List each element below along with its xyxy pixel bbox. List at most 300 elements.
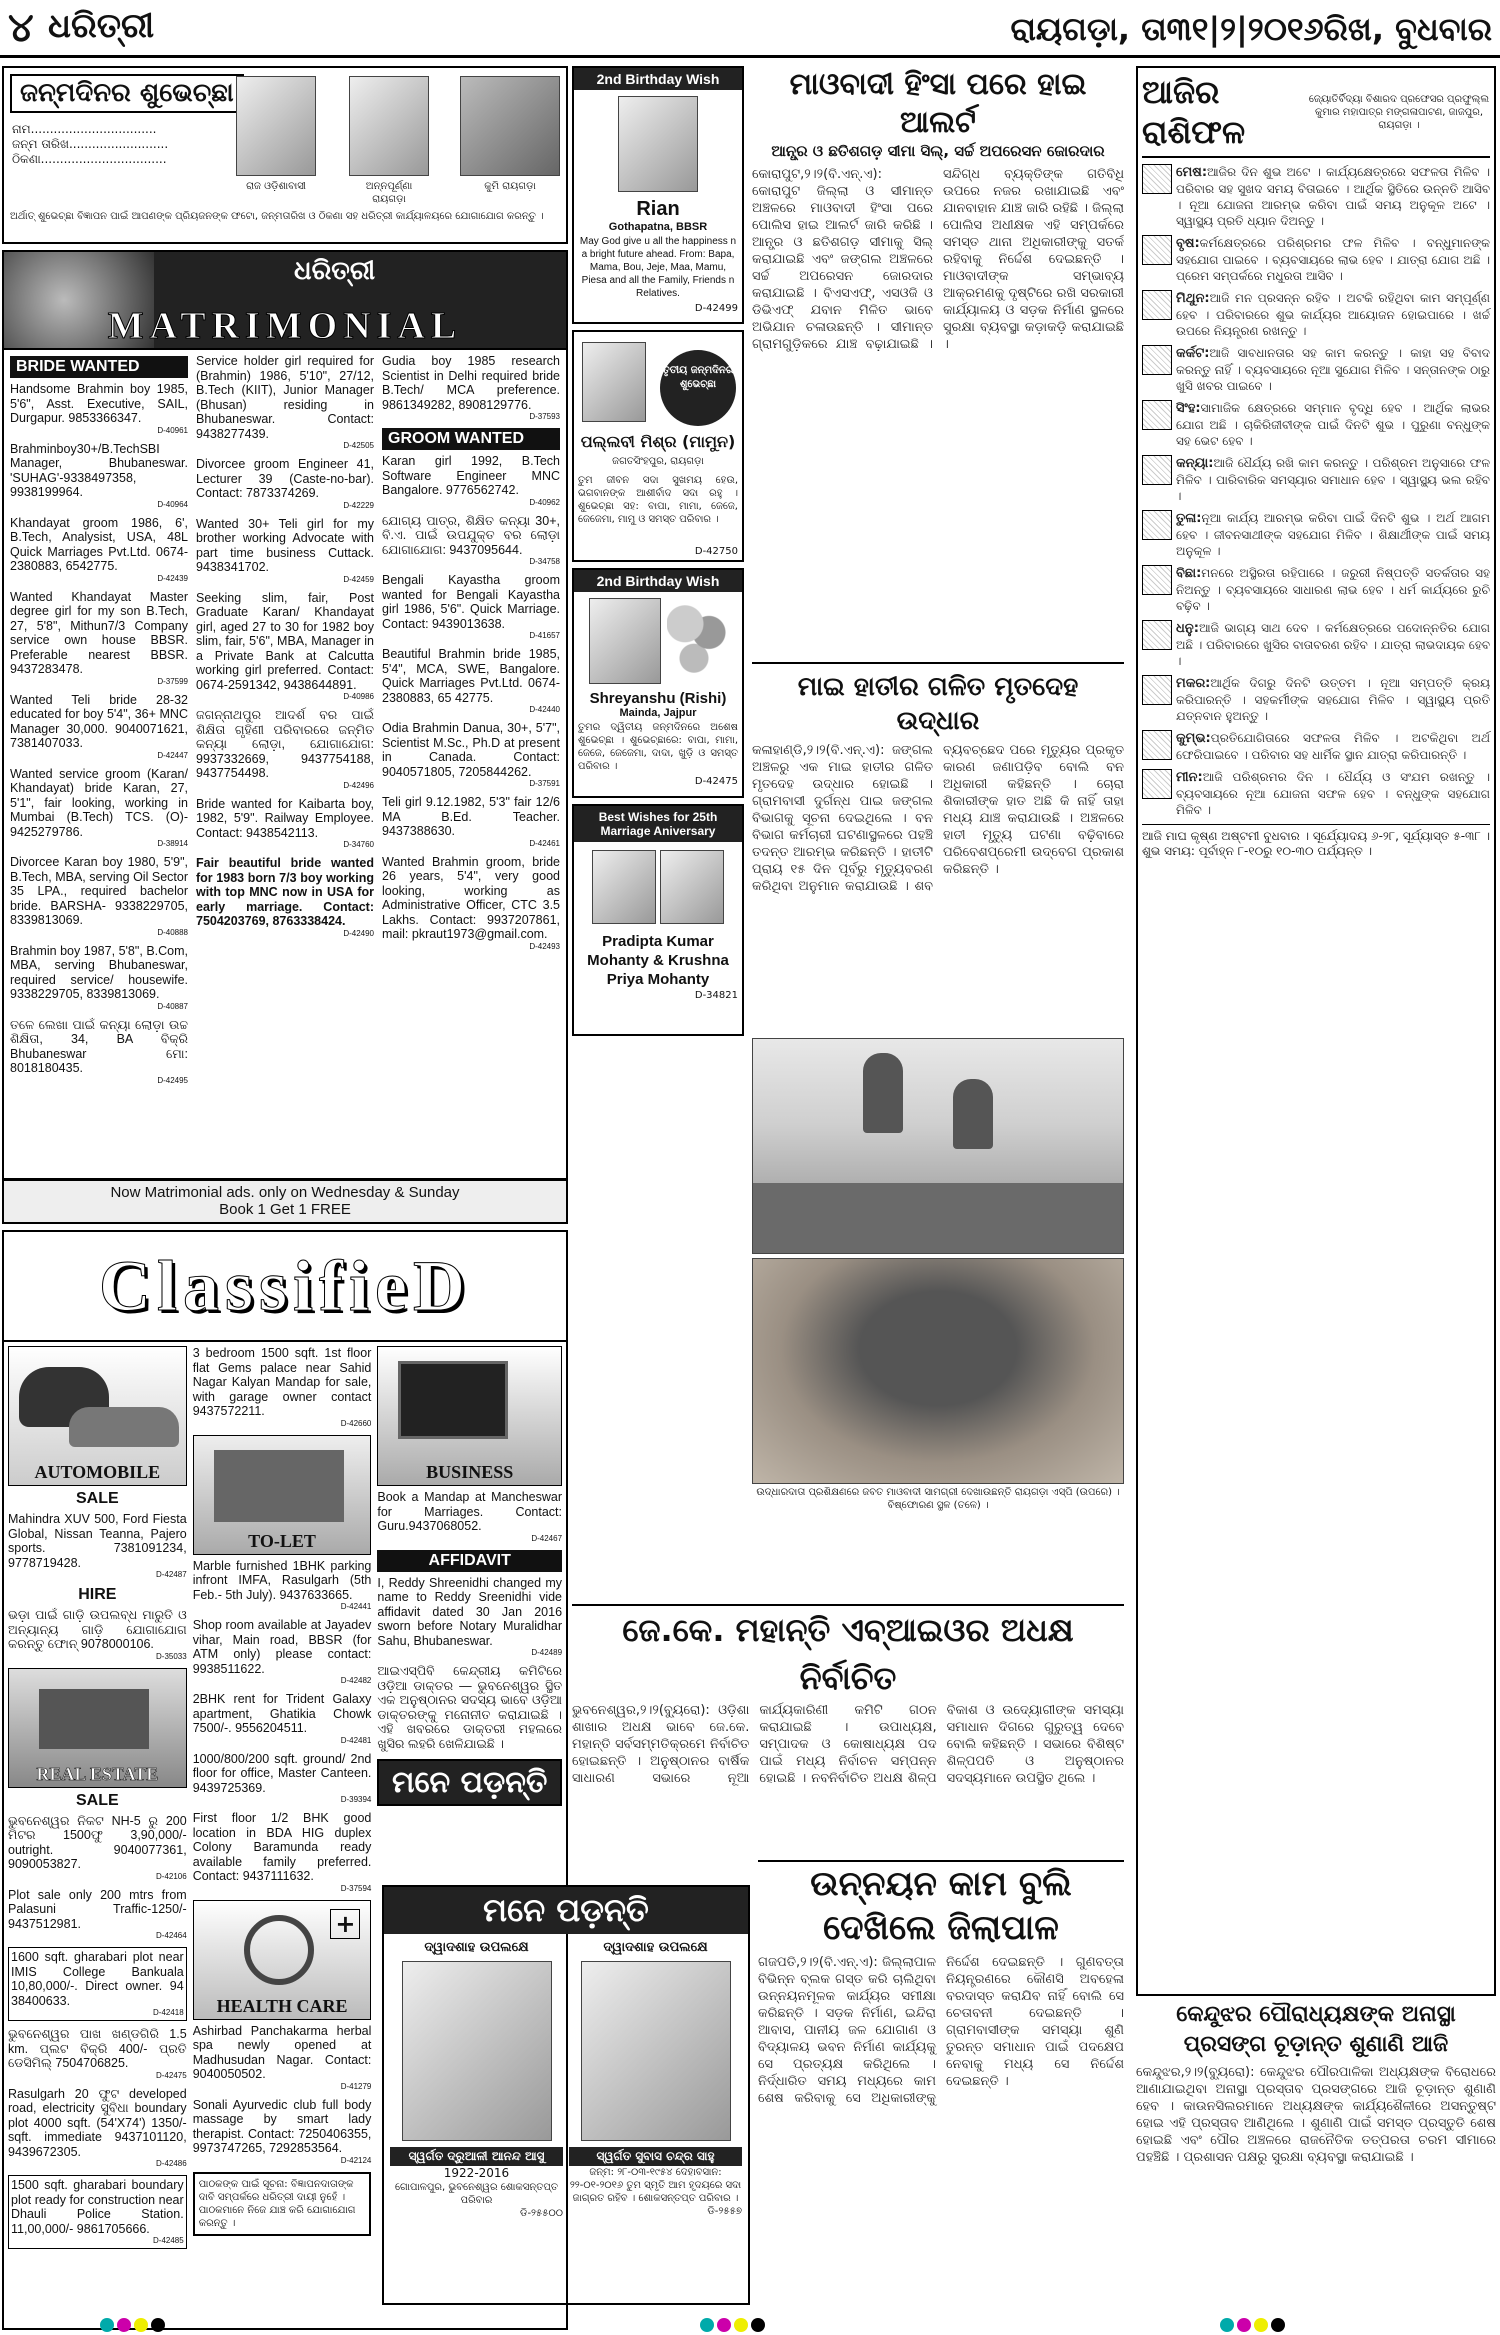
rashi-entry bbox=[1142, 455, 1490, 504]
card-3-art bbox=[574, 598, 742, 684]
story-3-headline: ଜେ.କେ. ମହାନ୍ତି ଏବ୍‌ଆଇଓର ଅଧକ୍ଷ ନିର୍ବାଚିତ bbox=[622, 1611, 1074, 1697]
cyan-mark-icon bbox=[700, 2318, 714, 2332]
magenta-mark-icon bbox=[117, 2318, 131, 2332]
zodiac-sign-icon bbox=[1142, 730, 1172, 760]
remembrance-panel bbox=[382, 1885, 750, 2305]
building-icon bbox=[214, 1450, 344, 1522]
matrimonial-ad bbox=[196, 354, 374, 451]
to-let-ad-code: D-37594 bbox=[340, 1883, 372, 1893]
rashi-prediction: ମନରେ ଅସ୍ଥିରତା ରହିପାରେ । ଜରୁରୀ ନିଷ୍ପତ୍ତି ସତର୍କତାର ସହ ନିଅନ୍ତୁ । ବ୍ୟବସାୟରେ ସାଧାରଣ ଲାଭ ହେବ । ଧର୍ମ କାର୍ଯ୍ୟରେ ରୁଚି ବଢ଼ିବ । bbox=[1176, 566, 1490, 613]
matrimonial-ad-code: D-42229 bbox=[343, 500, 374, 510]
real-estate-ad-code: D-42106 bbox=[156, 1871, 187, 1881]
blast-site-photo bbox=[752, 1258, 1124, 1484]
classified-title: ClassifieD bbox=[99, 1245, 471, 1326]
matrimonial-ad bbox=[10, 516, 188, 584]
rashi-name: କୁମ୍ଭ: bbox=[1176, 731, 1211, 746]
to-let-ad-text: First floor 1/2 BHK good location in BDA HIG duplex Colony Baramunda ready available family preferred. Contact: 9437111632. bbox=[192, 1811, 372, 1883]
remembrance-right-code: ଡି-୨୫୫୭ bbox=[707, 2206, 742, 2217]
real-estate-ad-text: Plot sale only 200 mtrs from Palasuni Traffic-1250/- 9437512981. bbox=[8, 1887, 187, 1931]
black-mark-icon bbox=[751, 2318, 765, 2332]
card-2-place: ଜଗତସିଂହପୁର, ରାୟଗଡ଼ା bbox=[612, 456, 704, 467]
matrimonial-ad-text: Karan girl 1992, B.Tech Software Engineer MNC Bangalore. 9776562742. bbox=[382, 454, 560, 497]
rashi-entry bbox=[1142, 565, 1490, 614]
matrimonial-ad-text: Khandayat groom 1986, 6', B.Tech, Analysist, USA, 48L Quick Marriages Pvt.Ltd. 0674-2380883, 6542775. bbox=[10, 515, 188, 573]
matrimonial-ad-text: Fair beautiful bride wanted for 1983 born 7/3 boy working with top MNC now in USA for early marriage. Contact: 7504203769, 8763338424. bbox=[196, 856, 374, 928]
story-4-body: ଗଜପତି,୨।୨(ବି.ଏନ୍.ଏ): ଜିଲ୍ଲାପାଳ ବିଭିନ୍ନ ବ୍ଲକ ଗସ୍ତ କରି ଚାଲିଥିବା ଉନ୍ନୟନମୂଳକ କାର୍ଯ୍ୟର ସମୀକ୍ଷା କରିଛନ୍ତି । ସଡ଼କ ନିର୍ମାଣ, ଇନ୍ଦିରା ଆବାସ, ପାନୀୟ ଜଳ ଯୋଗାଣ ଓ ବିଦ୍ୟାଳୟ ଭବନ ନିର୍ମାଣ କାର୍ଯ୍ୟକୁ ସେ ପ୍ରତ୍ୟକ୍ଷ କରିଥିଲେ । ନିର୍ଦ୍ଧାରିତ ସମୟ ମଧ୍ୟରେ କାମ ଶେଷ କରିବାକୁ ସେ ଅଧିକାରୀଙ୍କୁ ନିର୍ଦ୍ଦେଶ ଦେଇଛନ୍ତି । ଗୁଣବତ୍ତା ନିୟନ୍ତ୍ରଣରେ କୌଣସି ଅବହେଳା ବରଦାସ୍ତ କରାଯିବ ନାହିଁ ବୋଲି ସେ ଚେତାବନୀ ଦେଇଛନ୍ତି । ଗ୍ରାମବାସୀଙ୍କ ସମସ୍ୟା ଶୁଣି ତୁରନ୍ତ ସମାଧାନ ପାଇଁ ପଦକ୍ଷେପ ନେବାକୁ ମଧ୍ୟ ସେ ନିର୍ଦ୍ଦେଶ ଦେଇଛନ୍ତି । bbox=[758, 1955, 1124, 2106]
remembrance-panel-title: ମନେ ପଡ଼ନ୍ତି bbox=[384, 1887, 748, 1934]
automobile-sale-ad-text: Mahindra XUV 500, Ford Fiesta Global, Nissan Teanna, Pajero sports. 7381091234, 9778719428. bbox=[8, 1512, 187, 1570]
matrimonial-ad-text: Gudia boy 1985 research Scientist in Delhi required bride B.Tech/ MCA preference. 9861349282, 8908129776. bbox=[382, 354, 560, 412]
matrimonial-ad-code: D-34758 bbox=[529, 557, 560, 566]
rashi-name: ବୃଷ: bbox=[1176, 236, 1200, 251]
car-icon bbox=[69, 1407, 179, 1447]
rashi-prediction: ପ୍ରତିଯୋଗିତାରେ ସଫଳତା ମିଳିବ । ଅଟକିଥିବା ଅର୍ଥ ଫେରିପାଇବେ । ପରିବାର ସହ ଧାର୍ମିକ ସ୍ଥାନ ଯାତ୍ରା କରିପାରନ୍ତି । bbox=[1176, 731, 1490, 762]
hire-heading: HIRE bbox=[78, 1586, 117, 1603]
to-let-ad-text: 3 bedroom 1500 sqft. 1st floor flat Gems palace near Sahid Nagar Kalyan Mandap for sale, with garage owner contact 9437572211. bbox=[192, 1346, 372, 1418]
matrimonial-ad-code: D-37593 bbox=[529, 412, 560, 421]
matrimonial-ad bbox=[382, 647, 560, 715]
child-photo-3 bbox=[460, 76, 560, 176]
rashi-entry bbox=[1142, 675, 1490, 724]
story-1-body: କୋରାପୁଟ,୨।୨(ବି.ଏନ୍.ଏ): କୋରାପୁଟ ଜିଲ୍ଲା ଓ ସୀମାନ୍ତ ଅଞ୍ଚଳରେ ମାଓବାଦୀ ହିଂସା ପରେ ପୋଲିସ ହାଇ ଆଲର୍ଟ ଜାରି କରିଛି । ଆନ୍ଧ୍ର ଓ ଛତିଶଗଡ଼ ସୀମାକୁ ସିଲ୍ କରାଯାଇଛି ଏବଂ ଜଙ୍ଗଲ ଅଞ୍ଚଳରେ ସର୍ଚ୍ଚ ଅପରେସନ ଜୋରଦାର କରାଯାଇଛି । ବିଏସଏଫ୍, ଏସଓଜି ଓ ଡିଭିଏଫ୍ ଯବାନ ମିଳିତ ଭାବେ ଅଭିଯାନ ଚଳାଉଛନ୍ତି । ସୀମାନ୍ତ ଗ୍ରାମଗୁଡ଼ିକରେ ଯାଞ୍ଚ ବଢ଼ାଯାଇଛି । ସନ୍ଦିଗ୍ଧ ବ୍ୟକ୍ତିଙ୍କ ଗତିବିଧି ଉପରେ ନଜର ରଖାଯାଇଛି ଏବଂ ଯାନବାହାନ ଯାଞ୍ଚ ଜାରି ରହିଛି । ଜିଲ୍ଲା ପୋଲିସ ଅଧୀକ୍ଷକ ଏହି ସମ୍ପର୍କରେ ସମସ୍ତ ଥାନା ଅଧିକାରୀଙ୍କୁ ସତର୍କ ରହିବାକୁ ନିର୍ଦ୍ଦେଶ ଦେଇଛନ୍ତି । ମାଓବାଦୀଙ୍କ ସମ୍ଭାବ୍ୟ ଆକ୍ରମଣକୁ ଦୃଷ୍ଟିରେ ରଖି ସରକାରୀ କାର୍ଯ୍ୟାଳୟ ଓ ସଡ଼କ ନିର୍ମାଣ ସ୍ଥଳରେ ସୁରକ୍ଷା ବ୍ୟବସ୍ଥା କଡ଼ାକଡ଼ି କରାଯାଇଛି । bbox=[752, 167, 1124, 352]
horoscope-title: ଆଜିର ରାଶିଫଳ bbox=[1142, 73, 1246, 151]
health-care-ad-text: Ashirbad Panchakarma herbal spa newly opened at Madhusudan Nagar. Contact: 9040050502. bbox=[192, 2023, 372, 2081]
rashi-name: ମକର: bbox=[1176, 676, 1211, 691]
card-1-name: Rian bbox=[636, 198, 680, 220]
matrimonial-ad-text: Wanted 30+ Teli girl for my brother working Advocate with part time business Cuttack. 9438341702. bbox=[196, 516, 374, 574]
matrimonial-footer bbox=[2, 1180, 568, 1224]
birthday-note: ଅର୍ଥାତ୍ ଶୁଭେଚ୍ଛା ବିଜ୍ଞାପନ ପାଇଁ ଆପଣଙ୍କ ପ୍ରିୟଜନଙ୍କ ଫଟୋ, ଜନ୍ମତାରିଖ ଓ ଠିକଣା ସହ ଧରିତ୍ରୀ କାର୍ଯ୍ୟାଳୟରେ ଯୋଗାଯୋଗ କରନ୍ତୁ । bbox=[10, 211, 544, 222]
matrimonial-ad-code: D-42495 bbox=[157, 1075, 188, 1085]
story-1-headline: ମାଓବାଦୀ ହିଂସା ପରେ ହାଇ ଆଲର୍ଟ bbox=[789, 67, 1087, 140]
card-3-title: 2nd Birthday Wish bbox=[574, 570, 742, 592]
horoscope-header bbox=[1142, 72, 1490, 158]
matrimonial-ad-code: D-42496 bbox=[343, 780, 374, 790]
to-let-ad-text: Shop room available at Jayadev vihar, Main road, BBSR (for ATM only) please contact: 9938511622. bbox=[192, 1618, 372, 1676]
masthead-logo: ଧରିତ୍ରୀ bbox=[48, 6, 155, 46]
matrimonial-col-1 bbox=[10, 354, 188, 1178]
card-4-names: Pradipta Kumar Mohanty & Krushna Priya Mohanty bbox=[587, 933, 729, 988]
matrimonial-footer-offer: Book 1 Get 1 FREE bbox=[219, 1201, 351, 1218]
card-2-code: D-42750 bbox=[694, 546, 738, 557]
card-2-message: ତୁମ ଜୀବନ ସଦା ସୁଖମୟ ହେଉ, ଭଗବାନଙ୍କ ଆଶୀର୍ବାଦ ସଦା ରହୁ । ଶୁଭେଚ୍ଛା ସହ: ବାପା, ମାମା, ଜେଜେ, ଜେଜେମା, ମାମୁ ଓ ସମସ୍ତ ପରିବାର । bbox=[578, 475, 738, 525]
to-let-ad-text: 1000/800/200 sqft. ground/ 2nd floor for office, Master Canteen. 9439725369. bbox=[192, 1751, 372, 1795]
story-3-body: ଭୁବନେଶ୍ୱର,୨।୨(ବ୍ୟୁରୋ): ଓଡ଼ିଶା ଶାଖାର ଅଧକ୍ଷ ଭାବେ ଜେ.କେ. ମହାନ୍ତି ସର୍ବସମ୍ମତିକ୍ରମେ ନିର୍ବାଚିତ ହୋଇଛନ୍ତି । ଅନୁଷ୍ଠାନର ବାର୍ଷିକ ସାଧାରଣ ସଭାରେ ନୂଆ କାର୍ଯ୍ୟକାରିଣୀ କମିଟି ଗଠନ କରାଯାଇଛି । ଉପାଧ୍ୟକ୍ଷ, ସମ୍ପାଦକ ଓ କୋଷାଧ୍ୟକ୍ଷ ପଦ ପାଇଁ ମଧ୍ୟ ନିର୍ବାଚନ ସମ୍ପନ୍ନ ହୋଇଛି । ନବନିର୍ବାଚିତ ଅଧକ୍ଷ ଶିଳ୍ପ ବିକାଶ ଓ ଉଦ୍ୟୋଗୀଙ୍କ ସମସ୍ୟା ସମାଧାନ ଦିଗରେ ଗୁରୁତ୍ୱ ଦେବେ ବୋଲି କହିଛନ୍ତି । ସଭାରେ ବିଶିଷ୍ଟ ଶିଳ୍ପପତି ଓ ଅନୁଷ୍ଠାନର ସଦସ୍ୟମାନେ ଉପସ୍ଥିତ ଥିଲେ । bbox=[572, 1703, 1124, 1786]
rashi-prediction: ଆଜି ମନ ପ୍ରସନ୍ନ ରହିବ । ଅଟକି ରହିଥିବା କାମ ସମ୍ପୂର୍ଣ୍ଣ ହେବ । ପରିବାରରେ ଶୁଭ କାର୍ଯ୍ୟର ଆୟୋଜନ ହୋଇପାରେ । ଖର୍ଚ୍ଚ ଉପରେ ନିୟନ୍ତ୍ରଣ ରଖନ୍ତୁ । bbox=[1176, 291, 1490, 338]
registration-marks-center bbox=[700, 2317, 768, 2335]
story-2-headline: ମାଇ ହାତୀର ଗଳିତ ମୃତଦେହ ଉଦ୍ଧାର bbox=[752, 670, 1124, 738]
real-estate-graphic bbox=[8, 1668, 187, 1788]
real-estate-ad bbox=[8, 2027, 187, 2081]
zodiac-sign-icon bbox=[1142, 235, 1172, 265]
real-estate-ad-text: ଭୁବନେଶ୍ୱର ପାଖ ଖଣ୍ଡଗିରି 1.5 km. ପ୍ଲଟ ବିକ୍ରି 400/- ପ୍ରତି ଡେସିମିଲ୍ 7504706825. bbox=[8, 2027, 187, 2070]
real-estate-ad bbox=[8, 2087, 187, 2170]
zodiac-sign-icon bbox=[1142, 345, 1172, 375]
card-3-code: D-42475 bbox=[694, 776, 738, 787]
stethoscope-icon bbox=[244, 1915, 314, 1985]
zodiac-sign-icon bbox=[1142, 510, 1172, 540]
rashi-prediction: ଆର୍ଥିକ ଦିଗରୁ ଦିନଟି ଉତ୍ତମ । ନୂଆ ସମ୍ପତ୍ତି କ୍ରୟ କରିପାରନ୍ତି । ସହକର୍ମୀଙ୍କ ସହଯୋଗ ମିଳିବ । ସ୍ୱାସ୍ଥ୍ୟ ପ୍ରତି ଯତ୍ନବାନ ହୁଅନ୍ତୁ । bbox=[1176, 676, 1490, 723]
horoscope-column bbox=[1136, 66, 1496, 1996]
rashi-name: ବିଛା: bbox=[1176, 566, 1202, 581]
real-estate-ad bbox=[8, 1947, 187, 2021]
matrimonial-ad-code: D-42505 bbox=[343, 441, 374, 450]
story-divider-1 bbox=[752, 662, 1124, 664]
matrimonial-ad bbox=[10, 855, 188, 938]
birthday-panel bbox=[2, 66, 568, 244]
form-field-dob: ଜନ୍ମ ତାରିଖ.......................... bbox=[12, 137, 169, 151]
remembrance-left-name: ସ୍ୱର୍ଗତ ଦ୍ରୁଆଳୀ ଆନନ୍ଦ ଆସୁ bbox=[390, 2147, 563, 2166]
zodiac-sign-icon bbox=[1142, 400, 1172, 430]
zodiac-sign-icon bbox=[1142, 290, 1172, 320]
matrimonial-ad-text: Beautiful Brahmin bride 1985, 5'4", MCA, SWE, Bangalore. Quick Marriages Pvt.Ltd. 0674-2380883, 65 42775. bbox=[382, 647, 560, 705]
page-header bbox=[0, 0, 1500, 58]
matrimonial-ad bbox=[196, 517, 374, 585]
cross-icon: + bbox=[330, 1909, 360, 1939]
real-estate-ad-code: D-42475 bbox=[156, 2070, 187, 2080]
rashi-name: ମେଷ: bbox=[1176, 165, 1208, 180]
rashi-prediction: ଆଜି ପରିଶ୍ରମର ଦିନ । ଧୈର୍ଯ୍ୟ ଓ ସଂଯମ ରଖନ୍ତୁ । ବ୍ୟବସାୟରେ ନୂଆ ଯୋଜନା ସଫଳ ହେବ । ବନ୍ଧୁଙ୍କ ସହଯୋଗ ମିଳିବ । bbox=[1176, 770, 1490, 817]
rashi-prediction: ଆଜି ଧୈର୍ଯ୍ୟ ରଖି କାମ କରନ୍ତୁ । ପରିଶ୍ରମ ଅନୁସାରେ ଫଳ ମିଳିବ । ପାରିବାରିକ ସମସ୍ୟାର ସମାଧାନ ହେବ । ସ୍ୱାସ୍ଥ୍ୟ ଭଲ ରହିବ । bbox=[1176, 456, 1490, 503]
rashi-name: ତୁଳା: bbox=[1176, 511, 1202, 526]
to-let-ad bbox=[193, 1346, 372, 1429]
matrimonial-ad-code: D-40986 bbox=[343, 692, 374, 701]
story-5-headline: କେନ୍ଦୁଝର ପୌରାଧ୍ୟକ୍ଷଙ୍କ ଅନାସ୍ଥା ପ୍ରସଙ୍ଗ ଚୂଡ଼ାନ୍ତ ଶୁଣାଣି ଆଜି bbox=[1176, 2002, 1456, 2057]
rashi-entry bbox=[1142, 769, 1490, 818]
automobile-sale-heading: SALE bbox=[76, 1490, 119, 1507]
rashi-prediction: କର୍ମକ୍ଷେତ୍ରରେ ପରିଶ୍ରମର ଫଳ ମିଳିବ । ବନ୍ଧୁମାନଙ୍କ ସହଯୋଗ ପାଇବେ । ବ୍ୟବସାୟରେ ଲାଭ ହେବ । ଯାତ୍ରା ଯୋଗ ଅଛି । ପ୍ରେମ ସମ୍ପର୍କରେ ମଧୁରତା ଆସିବ । bbox=[1176, 236, 1490, 283]
matrimonial-ad-code: D-42459 bbox=[343, 574, 374, 584]
matrimonial-ad bbox=[382, 721, 560, 789]
birthday-form bbox=[12, 122, 212, 167]
business-ad-text: Book a Mandap at Mancheswar for Marriages. Contact: Guru.9437068052. bbox=[377, 1490, 563, 1533]
health-care-label: HEALTH CARE bbox=[216, 1995, 348, 2016]
balloons-icon bbox=[667, 598, 727, 684]
matrimonial-title: MATRIMONIAL bbox=[107, 305, 463, 347]
real-estate-ad-code: D-42418 bbox=[153, 2008, 184, 2017]
rashi-prediction: ଆଜି ସାବଧାନତାର ସହ କାମ କରନ୍ତୁ । କାହା ସହ ବିବାଦ କରନ୍ତୁ ନାହିଁ । ବ୍ୟବସାୟରେ ନୂଆ ସୁଯୋଗ ମିଳିବ । ସନ୍ତାନଙ୍କ ଠାରୁ ଖୁସି ଖବର ପାଇବେ । bbox=[1176, 346, 1490, 393]
form-field-address: ଠିକଣା................................. bbox=[12, 152, 167, 166]
rashi-entry bbox=[1142, 510, 1490, 559]
yellow-mark-icon bbox=[734, 2318, 748, 2332]
automobile-label: AUTOMOBILE bbox=[34, 1462, 161, 1482]
real-estate-ad-text: Rasulgarh 20 ଫୁଟ developed road, electricity ସୁବିଧା boundary plot 4000 sqft. (54'X74') 1350/- sqft. immediate 9437101120, 9439672305. bbox=[8, 2086, 187, 2159]
matrimonial-ad-code: D-41657 bbox=[529, 631, 560, 640]
matrimonial-ad bbox=[196, 591, 374, 703]
matrimonial-ad-code: D-37591 bbox=[529, 779, 560, 788]
real-estate-ad-code: D-42464 bbox=[156, 1931, 187, 1940]
photo-caption-1: ରାଜ ଓଡ଼ିଶାବାସୀ bbox=[246, 181, 306, 192]
rashi-text bbox=[1176, 730, 1490, 763]
matrimonial-ad-text: Wanted Brahmin groom, bride 26 years, 5'4", very good looking, working as Administrative Officer, CTC 3.5 Lakhs. Contact: 9937207861, mail: pkraut1973@gmail.com. bbox=[382, 854, 560, 941]
matrimonial-ad-text: Wanted Khandayat Master degree girl for my son B.Tech, 27, 5'8", Mithun7/3 Company service own house BBSR. Preferable nearest BBSR. 9437283478. bbox=[10, 589, 188, 676]
health-care-ad bbox=[193, 2024, 372, 2092]
rashi-text bbox=[1176, 235, 1490, 284]
matrimonial-ad bbox=[10, 1018, 188, 1086]
portrait-left bbox=[402, 1961, 552, 2141]
affidavit-ad-text: ଆଇଏସ୍‌ପିବି କେନ୍ଦ୍ରୀୟ କମିଟିରେ ଓଡ଼ିଆ ଡାକ୍ତର — ଭୁବନେଶ୍ୱର ସ୍ଥିତ ଏକ ଅନୁଷ୍ଠାନର ସଦସ୍ୟ ଭାବେ ଓଡ଼ିଆ ଡାକ୍ତରଙ୍କୁ ମନୋନୀତ କରାଯାଇଛି । ଏହି ଖବରରେ ଡାକ୍ତରୀ ମହଲରେ ଖୁସିର ଲହରି ଖେଳିଯାଇଛି । bbox=[377, 1664, 563, 1751]
greeting-card-shreyanshu bbox=[572, 568, 744, 798]
matrimonial-ad-text: Odia Brahmin Danua, 30+, 5'7", Scientist M.Sc., Ph.D at present in Canada. Contact: 9040571805, 7205844262. bbox=[382, 721, 560, 779]
child-photo-2 bbox=[349, 76, 429, 176]
matrimonial-ad-text: Wanted service groom (Karan/ Khandayat) bride Karan, 27, 5'1", fair looking, working in Mumbai (B.Tech) TCS. (O)- 9425279786. bbox=[10, 766, 188, 839]
remembrance-right-text: ଜନ୍ମ: ୨୮-୦୩-୧୯୫୪ ଦେହାବସାନ: ୨୨-୦୧-୨୦୧୬ ତୁମ ସ୍ମୃତି ଆମ ହୃଦୟରେ ସଦା ଜାଗ୍ରତ ରହିବ । ଶୋକସନ୍ତପ୍ତ ପରିବାର । bbox=[569, 2167, 742, 2204]
laptop-icon bbox=[398, 1361, 508, 1439]
child-photo-1 bbox=[236, 76, 316, 176]
business-label: BUSINESS bbox=[426, 1462, 514, 1482]
husband-photo bbox=[592, 850, 656, 924]
matrimonial-col-3 bbox=[382, 354, 560, 1178]
zodiac-sign-icon bbox=[1142, 164, 1172, 194]
affidavit-ad bbox=[377, 1664, 562, 1751]
matrimonial-col-2 bbox=[196, 354, 374, 1178]
page-number: ୪ bbox=[8, 4, 34, 51]
form-field-name: ନାମ................................. bbox=[12, 122, 157, 136]
classified-col-1 bbox=[8, 1346, 187, 2324]
to-let-ad-code: D-39394 bbox=[340, 1795, 372, 1804]
matrimonial-ad-code: D-42461 bbox=[529, 838, 560, 848]
matrimonial-ad bbox=[10, 382, 188, 436]
rashi-entry bbox=[1142, 345, 1490, 394]
rashi-prediction: ନୂଆ କାର୍ଯ୍ୟ ଆରମ୍ଭ କରିବା ପାଇଁ ଦିନଟି ଶୁଭ । ଅର୍ଥ ଆଗମ ହେବ । ଜୀବନସାଥୀଙ୍କ ସହଯୋଗ ମିଳିବ । ଶିକ୍ଷାର୍ଥୀଙ୍କ ପାଇଁ ସମୟ ଅନୁକୂଳ । bbox=[1176, 511, 1490, 558]
zodiac-sign-icon bbox=[1142, 620, 1172, 650]
matrimonial-ad-code: D-40888 bbox=[157, 927, 188, 937]
news-column bbox=[752, 66, 1124, 1516]
to-let-ad bbox=[193, 1692, 372, 1746]
matrimonial-ad-text: Divorcee groom Engineer 41, Lecturer 39 (Caste-no-bar). Contact: 7873374269. bbox=[196, 457, 374, 500]
health-care-ad-code: D-42124 bbox=[340, 2155, 372, 2165]
business-ad-code: D-42467 bbox=[531, 1533, 563, 1543]
photo-caption: ଉଦ୍ଧାରଦାତା ପ୍ରଶିକ୍ଷଣରେ ଜବତ ମାଓବାଦୀ ସାମଗ୍ରୀ ଦେଖାଉଛନ୍ତି ରାୟଗଡ଼ା ଏସ୍‌ପି (ଉପରେ) । ବିଷ୍ଫୋରଣ ସ୍ଥଳ (ତଳେ) । bbox=[756, 1487, 1120, 1511]
remembrance-left-head: ଦ୍ୱାଦଶାହ ଉପଲକ୍ଷେ bbox=[424, 1940, 529, 1955]
police-photo bbox=[752, 1038, 1124, 1254]
rashi-entry bbox=[1142, 730, 1490, 763]
rashi-name: ସିଂହ: bbox=[1176, 401, 1201, 416]
matrimonial-ad bbox=[10, 767, 188, 850]
matrimonial-ad-text: Bengali Kayastha groom wanted for Bengali Kayastha girl 1986, 5'6". Quick Marriage. Contact: 9439013638. bbox=[382, 573, 560, 631]
remembrance-left-code: ଡି-୨୫୫୦୦ bbox=[520, 2208, 563, 2219]
registration-marks-left bbox=[100, 2317, 168, 2335]
matrimonial-ad-code: D-40887 bbox=[157, 1001, 188, 1011]
matrimonial-ad-text: Bride wanted for Kaibarta boy, 1982, 5'9". Railway Employee. Contact: 9438542113. bbox=[196, 796, 374, 840]
banner-logo: ଧରିତ୍ରୀ bbox=[294, 256, 376, 286]
story-2-body: କଳାହାଣ୍ଡି,୨।୨(ବି.ଏନ୍.ଏ): ଜଙ୍ଗଲ ଅଞ୍ଚଳରୁ ଏକ ମାଇ ହାତୀର ଗଳିତ ମୃତଦେହ ଉଦ୍ଧାର ହୋଇଛି । ଗ୍ରାମବାସୀ ଦୁର୍ଗନ୍ଧ ପାଇ ଜଙ୍ଗଲ ବିଭାଗକୁ ସୂଚନା ଦେଇଥିଲେ । ବନ ବିଭାଗ କର୍ମଚାରୀ ଘଟଣାସ୍ଥଳରେ ପହଞ୍ଚି ତଦନ୍ତ ଆରମ୍ଭ କରିଛନ୍ତି । ହାତୀଟି ପ୍ରାୟ ୧୫ ଦିନ ପୂର୍ବରୁ ମୃତ୍ୟୁବରଣ କରିଥିବା ଅନୁମାନ କରାଯାଉଛି । ଶବ ବ୍ୟବଚ୍ଛେଦ ପରେ ମୃତ୍ୟୁର ପ୍ରକୃତ କାରଣ ଜଣାପଡ଼ିବ ବୋଲି ବନ ଅଧିକାରୀ କହିଛନ୍ତି । ଚୋରା ଶିକାରୀଙ୍କ ହାତ ଅଛି କି ନାହିଁ ତାହା ମଧ୍ୟ ଯାଞ୍ଚ କରାଯାଉଛି । ଅଞ୍ଚଳରେ ହାତୀ ମୃତ୍ୟୁ ଘଟଣା ବଢ଼ିବାରେ ପରିବେଶପ୍ରେମୀ ଉଦ୍‌ବେଗ ପ୍ରକାଶ କରିଛନ୍ତି । bbox=[752, 743, 1124, 894]
matrimonial-ad-text: Seeking slim, fair, Post Graduate Karan/ Khandayat girl, aged 27 to 30 for 1982 boy slim, fair, 5'6", MBA, Manager in a Private Bank at Calcutta working girl preferred. Contact: 0674-2591342, 9438644891. bbox=[196, 590, 374, 692]
card-1-place: Gothapatna, BBSR bbox=[608, 221, 708, 233]
yellow-mark-icon bbox=[134, 2318, 148, 2332]
card-2-name: ପଲ୍ଲବୀ ମିଶ୍ର (ମାମୁନ) bbox=[580, 432, 736, 451]
rashi-text bbox=[1176, 769, 1490, 818]
affidavit-heading: AFFIDAVIT bbox=[377, 1550, 562, 1572]
matrimonial-ad bbox=[382, 354, 560, 422]
card-3-message: ତୁମର ଦ୍ୱିତୀୟ ଜନ୍ମଦିନରେ ଅଶେଷ ଶୁଭେଚ୍ଛା । ଶୁଭେଚ୍ଛାରେ: ବାପା, ମାମା, ଜେଜେ, ଜେଜେମା, ଦାଦା, ଖୁଡ଼ି ଓ ସମସ୍ତ ପରିବାର । bbox=[578, 722, 738, 772]
cyan-mark-icon bbox=[100, 2318, 114, 2332]
cyan-mark-icon bbox=[1220, 2318, 1234, 2332]
rashi-entry bbox=[1142, 164, 1490, 229]
matrimonial-ad bbox=[10, 944, 188, 1012]
matrimonial-ad-text: Brahminboy30+/B.TechSBI Manager, Bhubaneswar. 'SUHAG'-9338497358, 9938199964. bbox=[10, 441, 188, 499]
matrimonial-ad-text: Handsome Brahmin boy 1985, 5'6", Asst. Executive, SAIL, Durgapur. 9853366347. bbox=[10, 382, 188, 425]
story-1-subhead: ଆନ୍ଧ୍ର ଓ ଛତିଶଗଡ଼ ସୀମା ସିଲ୍, ସର୍ଚ୍ଚ ଅପରେସନ ଜୋରଦାର bbox=[771, 142, 1105, 160]
matrimonial-ad-text: ତଳେ ଲେଖା ପାଇଁ କନ୍ୟା ଲୋଡ଼ା ଉଚ୍ଚ ଶିକ୍ଷିତା, 34, BA ବିକ୍ରି Bhubaneswar ମୋ: 8018180435. bbox=[10, 1017, 188, 1075]
card-4-code: D-34821 bbox=[694, 990, 738, 1001]
remembrance-left bbox=[390, 1940, 563, 2220]
affidavit-ad-code: D-42489 bbox=[531, 1648, 563, 1657]
hire-ad-text: ଭଡ଼ା ପାଇଁ ଗାଡ଼ି ଉପଲବ୍ଧ ମାରୁତି ଓ ଅନ୍ୟାନ୍ୟ ଗାଡ଼ି ଯୋଗାଯୋଗ କରନ୍ତୁ ଫୋନ୍ 9078000106. bbox=[8, 1608, 187, 1651]
to-let-ad-code: D-42481 bbox=[340, 1735, 372, 1745]
rashi-text bbox=[1176, 510, 1490, 559]
card-3-place: Mainda, Jajpur bbox=[619, 707, 697, 719]
rashi-prediction: ଆଜି ଭାଗ୍ୟ ସାଥ ଦେବ । କର୍ମକ୍ଷେତ୍ରରେ ପଦୋନ୍ନତିର ଯୋଗ ଅଛି । ପରିବାରରେ ଖୁସିର ବାତାବରଣ ରହିବ । ଯାତ୍ରା ଲାଭଦାୟକ ହେବ । bbox=[1176, 621, 1490, 668]
officer-figure-2 bbox=[953, 1079, 993, 1149]
matrimonial-ad bbox=[196, 708, 374, 791]
zodiac-sign-icon bbox=[1142, 455, 1172, 485]
registration-marks-right bbox=[1220, 2317, 1288, 2335]
matrimonial-ad-text: Service holder girl required for (Brahmin) 1986, 5'10", 27/12, B.Tech (KIIT), Junior Manager (Bhusan) residing in Bhubaneswar. Contact: 9438277439. bbox=[196, 354, 374, 441]
matrimonial-ad bbox=[382, 573, 560, 641]
to-let-label: TO-LET bbox=[248, 1530, 316, 1551]
dateline: ରାୟଗଡ଼ା, ତା୩୧|୨|୨୦୧୬ରିଖ, ବୁଧବାର bbox=[1010, 10, 1492, 48]
matrimonial-ad bbox=[382, 795, 560, 849]
rashi-entry bbox=[1142, 400, 1490, 449]
birthday-panel-title: ଜନ୍ମଦିନର ଶୁଭେଚ୍ଛା bbox=[10, 74, 244, 113]
story-4 bbox=[758, 1860, 1124, 2294]
black-mark-icon bbox=[1271, 2318, 1285, 2332]
horoscope-box bbox=[1136, 66, 1496, 1996]
remembrance-left-years: 1922-2016 bbox=[443, 2166, 510, 2180]
health-care-ad-code: D-41279 bbox=[340, 2081, 372, 2091]
rashi-text bbox=[1176, 290, 1490, 339]
remembrance-left-text: ଗୋପାଳପୁର, ଭୁବନେଶ୍ୱର ଶୋକସନ୍ତପ୍ତ ପରିବାର bbox=[395, 2182, 558, 2206]
rashi-name: ମୀନ: bbox=[1176, 770, 1203, 785]
matrimonial-ad-code: D-40964 bbox=[157, 499, 188, 509]
matrimonial-ad bbox=[382, 855, 560, 952]
matrimonial-ad-text: Wanted Teli bride 28-32 educated for boy 5'4", 36+ MNC Manager 30,000. 9040071621, 7381407033. bbox=[10, 692, 188, 750]
real-estate-ad-code: D-42485 bbox=[153, 2236, 184, 2245]
rashi-name: ମିଥୁନ: bbox=[1176, 291, 1210, 306]
photo-caption-3: କୁମି ରାୟଗଡ଼ା bbox=[484, 181, 536, 192]
reader-notice: ପାଠକଙ୍କ ପାଇଁ ସୂଚନା: ବିଜ୍ଞାପନଦାତାଙ୍କ ଦାବି ସମ୍ପର୍କରେ ଧରିତ୍ରୀ ଦାୟୀ ନୁହେଁ । ପାଠକମାନେ ନିଜେ ଯାଞ୍ଚ କରି ଯୋଗାଯୋଗ କରନ୍ତୁ । bbox=[193, 2172, 372, 2236]
matrimonial-ad bbox=[382, 514, 560, 568]
card-1-code: D-42499 bbox=[694, 303, 738, 314]
matrimonial-ad-text: ଜଗନ୍ନାଥପୁର ଆଦର୍ଶ ବର ପାଇଁ ଶିକ୍ଷିତା ଗୃହିଣୀ ପରିବାରରେ ଜନ୍ମିତ କନ୍ୟା ଲୋଡ଼ା, ଯୋଗାଯୋଗ: 9937332669, 9437754188, 9437754498. bbox=[196, 708, 374, 780]
rashi-name: ଧନୁ: bbox=[1176, 621, 1199, 636]
remembrance-box bbox=[377, 1759, 562, 1806]
rashi-text bbox=[1176, 565, 1490, 614]
matrimonial-ad-code: D-42440 bbox=[529, 705, 560, 714]
matrimonial-ad-code: D-34760 bbox=[343, 840, 374, 849]
rashi-name: କର୍କଟ: bbox=[1176, 346, 1210, 361]
to-let-ad bbox=[193, 1618, 372, 1686]
matrimonial-ad-code: D-42447 bbox=[157, 750, 188, 760]
matrimonial-ad-code: D-42490 bbox=[343, 928, 374, 938]
matrimonial-ad-code: D-42439 bbox=[157, 573, 188, 583]
rashi-list bbox=[1142, 164, 1490, 818]
matrimonial-ad-text: Divorcee Karan boy 1980, 5'9", B.Tech, MBA, serving Oil Sector 35 LPA., required bachelor bride. BARSHA- 9338229705, 8339813069. bbox=[10, 855, 188, 927]
automobile-sale-ad bbox=[8, 1512, 187, 1580]
matrimonial-ad-code: D-37599 bbox=[157, 676, 188, 686]
seized-items-table bbox=[753, 1183, 1123, 1253]
classified-col-2 bbox=[193, 1346, 372, 2324]
print-footer bbox=[0, 2315, 1500, 2335]
health-care-ad bbox=[193, 2098, 372, 2166]
matrimonial-ad-code: D-40961 bbox=[157, 425, 188, 435]
health-care-graphic bbox=[193, 1900, 372, 2020]
story-4-headline: ଉନ୍ନୟନ କାମ ବୁଲି ଦେଖିଲେ ଜିଲାପାଳ bbox=[810, 1864, 1072, 1948]
matrimonial-ad-text: Brahmin boy 1987, 5'8", B.Com, MBA, serving Bhubaneswar, required service/ housewife. 9338229705, 8339813069. bbox=[10, 943, 188, 1001]
officer-figure-1 bbox=[863, 1053, 903, 1133]
to-let-ad-code: D-42482 bbox=[340, 1676, 372, 1685]
real-estate-ad-text: 1500 sqft. gharabari boundary plot ready for construction near Dhauli Police Station. 11,00,000/- 9861705666. bbox=[11, 2178, 184, 2236]
rashi-text bbox=[1176, 455, 1490, 504]
bride-wanted-heading: BRIDE WANTED bbox=[10, 356, 188, 378]
real-estate-ad bbox=[8, 1888, 187, 1942]
hire-ad-code: D-35033 bbox=[156, 1651, 187, 1661]
couple-photos bbox=[574, 850, 742, 924]
matrimonial-ad bbox=[10, 693, 188, 761]
rashi-text bbox=[1176, 345, 1490, 394]
remembrance-title: ମନେ ପଡ଼ନ୍ତି bbox=[379, 1761, 560, 1804]
matrimonial-ad-text: Teli girl 9.12.1982, 5'3" fair 12/6 MA B.Ed. Teacher. 9437388630. bbox=[382, 795, 560, 838]
photo-caption-2: ଅନ୍ନପୂର୍ଣ୍ଣା ରାୟଗଡ଼ା bbox=[365, 181, 413, 205]
matrimonial-ad bbox=[196, 457, 374, 511]
rashi-prediction: ସାମାଜିକ କ୍ଷେତ୍ରରେ ସମ୍ମାନ ବୃଦ୍ଧି ହେବ । ଆର୍ଥିକ ଲାଭର ଯୋଗ ଅଛି । ଚାକିରିଜୀବୀଙ୍କ ପାଇଁ ଦିନଟି ଶୁଭ । ପୁରୁଣା ବନ୍ଧୁଙ୍କ ସହ ଭେଟ ହେବ । bbox=[1176, 401, 1490, 448]
classified-banner bbox=[2, 1230, 568, 1340]
matrimonial-ad bbox=[382, 454, 560, 508]
affidavit-ad-text: I, Reddy Shreenidhi changed my name to Reddy Sreenidhi vide affidavit dated 30 Jan 2016 sworn before Notary Muralidhar Sahu, Bhubaneswar. bbox=[377, 1575, 563, 1648]
to-let-ad-code: D-42660 bbox=[340, 1418, 372, 1428]
to-let-ad bbox=[193, 1811, 372, 1894]
magenta-mark-icon bbox=[717, 2318, 731, 2332]
rashi-entry bbox=[1142, 235, 1490, 284]
hire-ad bbox=[8, 1608, 187, 1662]
greeting-card-rian bbox=[572, 66, 744, 324]
horoscope-footer: ଆଜି ମାଘ କୃଷ୍ଣ ଅଷ୍ଟମୀ ବୁଧବାର । ସୂର୍ଯ୍ୟୋଦୟ ୬-୨୮, ସୂର୍ଯ୍ୟାସ୍ତ ୫-୩୮ । ଶୁଭ ସମୟ: ପୂର୍ବାହ୍ନ ୮-୧୦ରୁ ୧୦-୩୦ ପର୍ଯ୍ୟନ୍ତ । bbox=[1142, 824, 1490, 859]
to-let-graphic bbox=[193, 1435, 372, 1555]
rashi-name: କନ୍ୟା: bbox=[1176, 456, 1214, 471]
black-mark-icon bbox=[151, 2318, 165, 2332]
card-3-name: Shreyanshu (Rishi) bbox=[589, 690, 727, 707]
real-estate-ad bbox=[8, 1814, 187, 1882]
groom-wanted-heading: GROOM WANTED bbox=[382, 428, 560, 450]
affidavit-ad bbox=[377, 1576, 562, 1659]
health-care-ad-text: Sonali Ayurvedic club full body massage by smart lady therapist. Contact: 7250406355, 9973747265, 7292853564. bbox=[192, 2097, 372, 2155]
matrimonial-banner bbox=[2, 250, 568, 350]
real-estate-ad-text: ଭୁବନେଶ୍ୱର ନିକଟ NH-5 ରୁ 200 ମିଟର 1500ଫୁ 3,90,000/- outright. 9040077361, 9090053827. bbox=[8, 1813, 187, 1871]
remembrance-right-head: ଦ୍ୱାଦଶାହ ଉପଲକ୍ଷେ bbox=[603, 1940, 708, 1955]
rashi-text bbox=[1176, 400, 1490, 449]
matrimonial-ad bbox=[196, 797, 374, 851]
greetings-column bbox=[572, 66, 744, 1036]
card-4-title: Best Wishes for 25th Marriage Aniversary bbox=[574, 806, 742, 842]
business-graphic bbox=[377, 1346, 562, 1486]
zodiac-sign-icon bbox=[1142, 769, 1172, 799]
astrologer-credit: ଜ୍ୟୋତିର୍ବିଦ୍ୟା ବିଶାରଦ ପ୍ରଫେସର ପ୍ରଫୁଲ୍ଲ କୁମାର ମହାପାତ୍ର ମଙ୍ଗଳାପାଟଣ, ଜାଜପୁର, ରାୟଗଡ଼ା । bbox=[1308, 93, 1490, 131]
to-let-ad bbox=[193, 1752, 372, 1806]
anniversary-card bbox=[572, 804, 744, 1036]
business-ad bbox=[377, 1490, 562, 1544]
magenta-mark-icon bbox=[1237, 2318, 1251, 2332]
card-2-badge: ତୃତୀୟ ଜନ୍ମଦିନର ଶୁଭେଚ୍ଛା bbox=[660, 350, 736, 426]
rashi-entry bbox=[1142, 620, 1490, 669]
matrimonial-ads bbox=[2, 350, 568, 1180]
matrimonial-ad-code: D-42493 bbox=[529, 941, 560, 951]
rashi-text bbox=[1176, 620, 1490, 669]
remembrance-entries bbox=[384, 1934, 748, 2226]
wife-photo bbox=[660, 850, 724, 924]
rashi-text bbox=[1176, 164, 1490, 229]
matrimonial-ad bbox=[10, 590, 188, 687]
